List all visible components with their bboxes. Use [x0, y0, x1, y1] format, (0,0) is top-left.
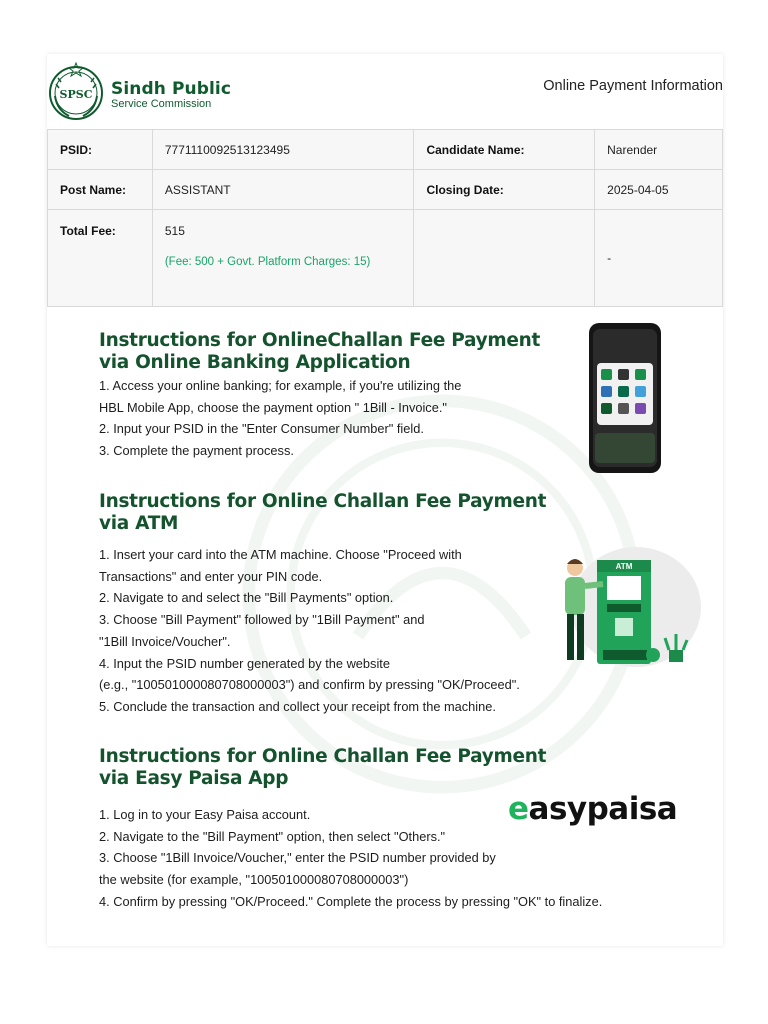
- atm-illustration-icon: [541, 542, 701, 672]
- page-title: Online Payment Information: [543, 78, 723, 94]
- total-fee-cell: [152, 210, 414, 307]
- section-title-line: via ATM: [99, 513, 179, 534]
- step-text: 3. Choose "Bill Payment" followed by "1Bill Payment" and: [99, 612, 425, 628]
- psid-label: PSID:: [48, 130, 153, 170]
- table-row: [48, 210, 723, 307]
- section-title-line: Instructions for Online Challan Fee Payment: [99, 491, 547, 512]
- header: [47, 54, 723, 130]
- easypaisa-logo-mark: e: [508, 791, 529, 827]
- empty-cell: [414, 210, 595, 307]
- step-text: 2. Navigate to and select the "Bill Payments" option.: [99, 590, 394, 606]
- post-name-label: Post Name:: [48, 170, 153, 210]
- easypaisa-logo: [508, 791, 677, 827]
- step-text: 5. Conclude the transaction and collect your receipt from the machine.: [99, 698, 496, 714]
- smartphone-illustration-icon: [585, 323, 665, 477]
- step-text: 3. Choose "1Bill Invoice/Voucher," enter the PSID number provided by: [99, 850, 496, 866]
- step-text: "1Bill Invoice/Voucher".: [99, 633, 231, 649]
- closing-date-label: Closing Date:: [414, 170, 595, 210]
- svg-text:ATM: ATM: [615, 562, 633, 571]
- post-name-value: ASSISTANT: [152, 170, 414, 210]
- step-text: 1. Insert your card into the ATM machine. Choose "Proceed with: [99, 547, 462, 562]
- total-fee-value: 515: [164, 224, 185, 238]
- candidate-name-value: Narender: [595, 130, 723, 170]
- candidate-name-label: Candidate Name:: [414, 130, 595, 170]
- payment-info-card: [47, 54, 723, 946]
- svg-text:SPSC: SPSC: [59, 88, 93, 101]
- step-text: the website (for example, "100501000080708000003"): [99, 872, 409, 888]
- step-text: Transactions" and enter your PIN code.: [99, 568, 323, 584]
- closing-date-value: 2025-04-05: [595, 170, 723, 210]
- org-name: Sindh Public: [111, 79, 232, 99]
- step-text: (e.g., "100501000080708000003") and confirm by pressing "OK/Proceed".: [99, 677, 520, 693]
- instructions-panel: [47, 294, 723, 946]
- section-title-line: via Easy Paisa App: [99, 768, 289, 789]
- section-title-line: Instructions for Online Challan Fee Payment: [99, 746, 547, 767]
- step-text: HBL Mobile App, choose the payment option " 1Bill - Invoice.": [99, 399, 447, 415]
- section-title-line: via Online Banking Application: [99, 352, 411, 373]
- org-subtitle: Service Commission: [111, 98, 212, 110]
- step-text: 2. Navigate to the "Bill Payment" option, then select "Others.": [99, 828, 446, 844]
- info-table: [47, 129, 723, 307]
- step-text: 1. Access your online banking; for example, if you're utilizing the: [99, 378, 462, 393]
- section-title-atm: [99, 491, 546, 535]
- section-title-line: Instructions for OnlineChallan Fee Payment: [99, 330, 541, 351]
- spsc-logo-icon: [47, 62, 105, 120]
- step-text: 2. Input your PSID in the "Enter Consumer Number" field.: [99, 421, 424, 437]
- section-title-online-banking: [99, 330, 540, 374]
- table-row: [48, 170, 723, 210]
- total-fee-label: Total Fee:: [48, 210, 153, 307]
- easypaisa-logo-text: asypaisa: [528, 791, 678, 827]
- atm-steps: [99, 544, 520, 718]
- step-text: 4. Input the PSID number generated by the website: [99, 655, 390, 671]
- online-banking-steps: [99, 375, 461, 462]
- step-text: 3. Complete the payment process.: [99, 443, 294, 459]
- fee-breakdown: (Fee: 500 + Govt. Platform Charges: 15): [164, 256, 371, 268]
- empty-value: -: [595, 210, 723, 307]
- step-text: 1. Log in to your Easy Paisa account.: [99, 807, 311, 822]
- psid-value: 7771110092513123495: [152, 130, 414, 170]
- section-title-easypaisa: [99, 746, 546, 790]
- step-text: 4. Confirm by pressing "OK/Proceed." Complete the process by pressing "OK" to finalize.: [99, 893, 603, 909]
- table-row: [48, 130, 723, 170]
